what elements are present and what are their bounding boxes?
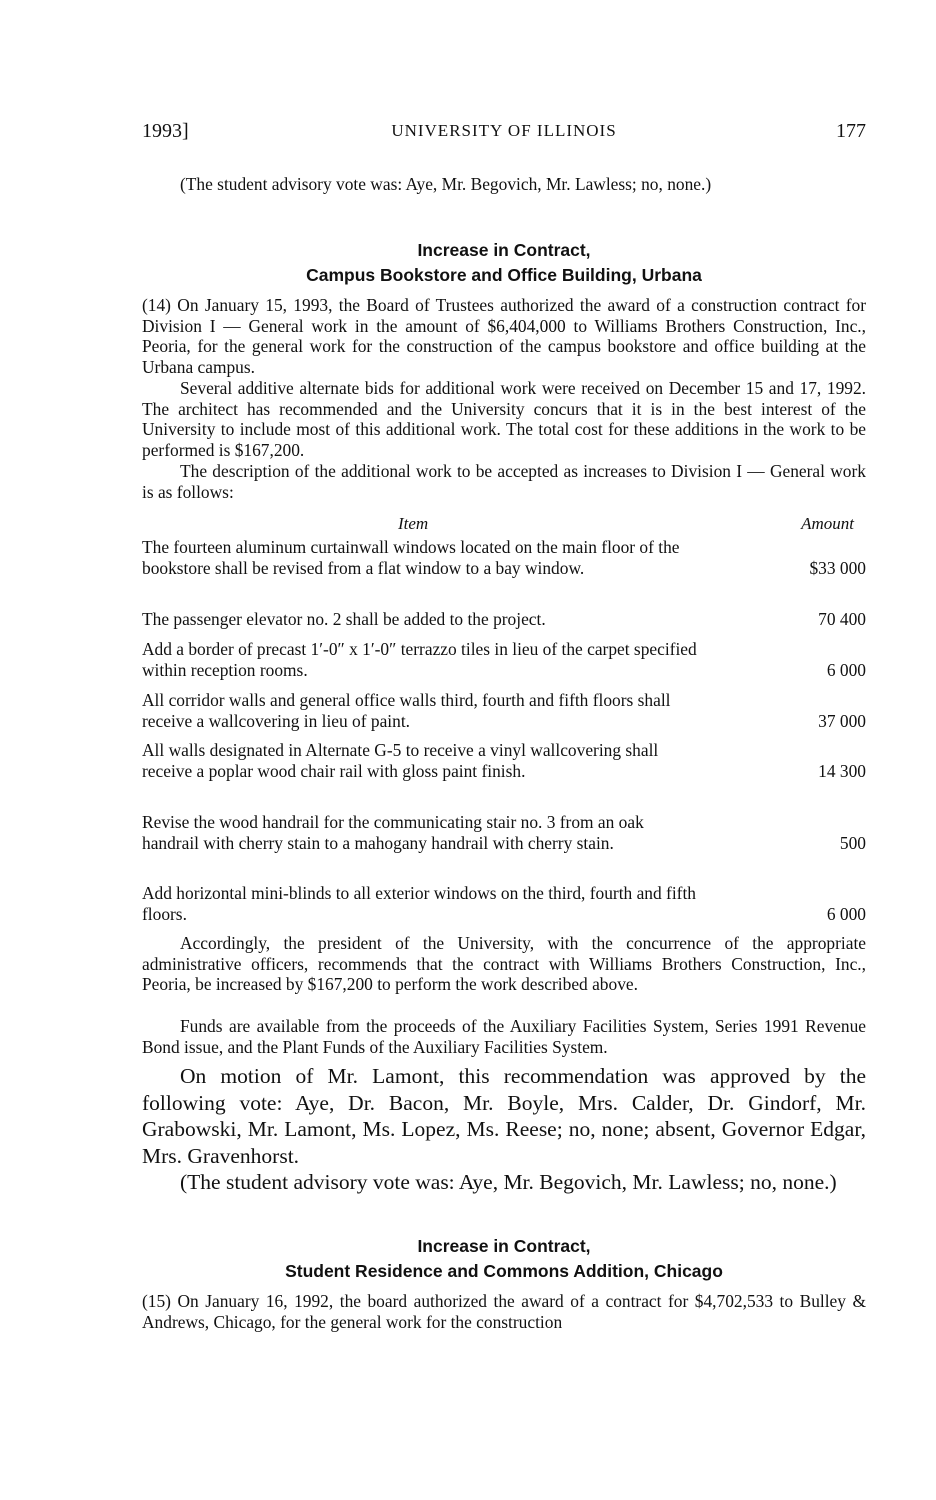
section-15-paragraph-1: (15) On January 16, 1992, the board authorized the award of a contract for $4,702,533 to Bulley & Andrews, Chicago, for the general work for the construction [142, 1291, 866, 1332]
table-row-description: Add a border of precast 1′-0″ x 1′-0″ terrazzo tiles in lieu of the carpet specified within reception rooms. [142, 639, 697, 680]
table-row-amount: 14 300 [818, 760, 866, 781]
table-row [142, 812, 866, 853]
table-row-amount: 37 000 [818, 710, 866, 731]
table-row-description: Revise the wood handrail for the communicating stair no. 3 from an oak handrail with cherry stain to a mahogany handrail with cherry stain. [142, 812, 644, 853]
table-row [142, 740, 866, 781]
section-14-paragraph-1: (14) On January 15, 1993, the Board of Trustees authorized the award of a construction contract for Division I — General work in the amount of $6,404,000 to Williams Brothers Construction, Inc., Peoria, for the general work for the construction of the campus bookstore and office building at the Urbana campus. [142, 295, 866, 377]
table-row-amount: 6 000 [826, 903, 866, 924]
table-row [142, 639, 866, 680]
section-15-heading-line1: Increase in Contract, [417, 1236, 591, 1256]
table-row-description: All corridor walls and general office walls third, fourth and fifth floors shall receive a wallcovering in lieu of paint. [142, 690, 671, 731]
table-row-description: Add horizontal mini-blinds to all exterior windows on the third, fourth and fifth floors. [142, 883, 696, 924]
section-14-heading-line2: Campus Bookstore and Office Building, Urbana [306, 265, 702, 285]
work-table-header [142, 514, 866, 536]
table-row [142, 690, 866, 731]
section-15-heading-line2: Student Residence and Commons Addition, Chicago [285, 1261, 723, 1281]
section-14-paragraph-3: The description of the additional work to be accepted as increases to Division I — General work is as follows: [142, 461, 866, 502]
table-row-amount: 6 000 [826, 659, 866, 680]
student-advisory-vote: (The student advisory vote was: Aye, Mr. Begovich, Mr. Lawless; no, none.) [180, 1170, 837, 1194]
section-14-paragraph-5: Funds are available from the proceeds of the Auxiliary Facilities System, Series 1991 Revenue Bond issue, and the Plant Funds of the Auxiliary Facilities System. [142, 1016, 866, 1057]
table-row-description: The fourteen aluminum curtainwall windows located on the main floor of the bookstore shall be revised from a flat window to a bay window. [142, 537, 680, 578]
table-row-description: The passenger elevator no. 2 shall be added to the project. [142, 609, 546, 629]
running-head [142, 120, 866, 144]
table-row-amount: 70 400 [818, 609, 866, 629]
table-row [142, 883, 866, 924]
table-row [142, 537, 866, 578]
column-header-amount: Amount [801, 514, 854, 533]
intro-student-vote: (The student advisory vote was: Aye, Mr. Begovich, Mr. Lawless; no, none.) [180, 174, 712, 194]
section-14-paragraph-4: Accordingly, the president of the University, with the concurrence of the appropriate administrative officers, recommends that the contract with Williams Brothers Construction, Inc., Peoria, be increased by $167,200 to perform the work described above. [142, 933, 866, 994]
section-14-heading-line1: Increase in Contract, [417, 240, 591, 260]
column-header-item: Item [398, 514, 429, 533]
page-number: 177 [836, 120, 866, 142]
table-row [142, 609, 866, 630]
running-head-year: 1993] [142, 120, 189, 142]
running-head-title: UNIVERSITY OF ILLINOIS [391, 121, 617, 140]
table-row-amount: 500 [839, 832, 866, 853]
table-row-amount: $33 000 [809, 557, 866, 578]
section-14-heading [142, 238, 866, 288]
table-row-description: All walls designated in Alternate G-5 to receive a vinyl wallcovering shall receive a poplar wood chair rail with gloss paint finish. [142, 740, 659, 781]
section-14-paragraph-2: Several additive alternate bids for additional work were received on December 15 and 17, 1992. The architect has recommended and the University concurs that it is in the best interest of the University to include most of this additional work. The total cost for these additions in the work to be performed is $167,200. [142, 378, 866, 460]
motion-vote: On motion of Mr. Lamont, this recommendation was approved by the following vote: Aye, Dr. Bacon, Mr. Boyle, Mrs. Calder, Dr. Gindorf, Mr. Grabowski, Mr. Lamont, Ms. Lopez, Ms. Reese; no, none; absent, Governor Edgar, Mrs. Gravenhorst. [142, 1064, 866, 1168]
section-15-heading [142, 1234, 866, 1284]
